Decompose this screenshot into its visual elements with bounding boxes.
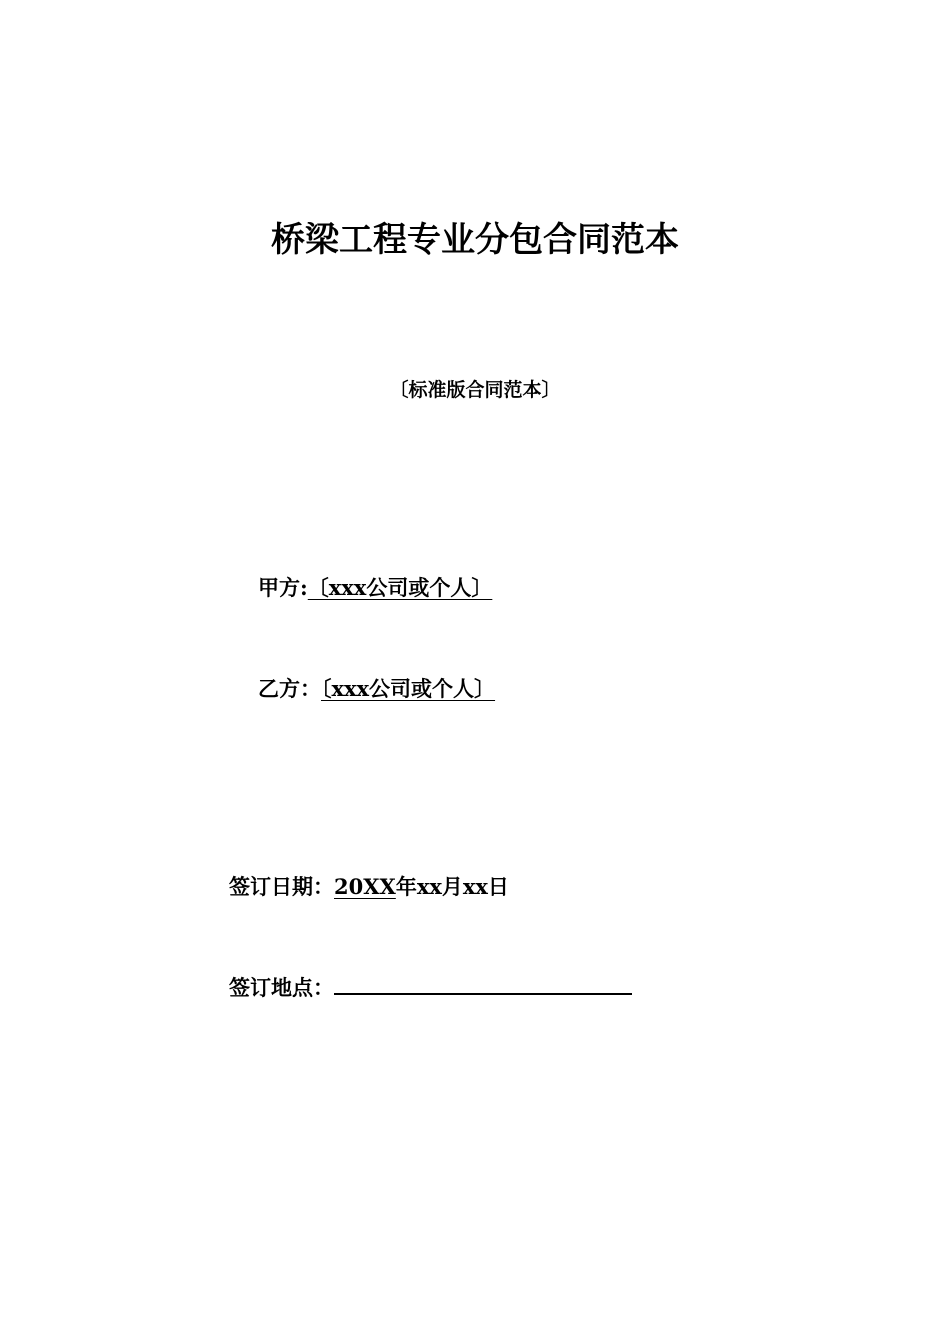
sign-date-row: [229, 872, 509, 902]
party-b-value: 〔xxx公司或个人〕: [321, 676, 496, 701]
party-b-label: 乙方：: [258, 676, 321, 701]
document-title: 桥梁工程专业分包合同范本: [271, 220, 679, 260]
sign-date-year: 20XX: [334, 874, 396, 899]
sign-place-label: 签订地点：: [229, 975, 334, 1000]
party-a-row: [258, 573, 492, 603]
document-subtitle: 〔标准版合同范本〕: [389, 379, 561, 401]
sign-date-month-suffix: 月: [441, 874, 463, 899]
sign-date-month: xx: [416, 874, 442, 899]
sign-date-day-suffix: 日: [487, 874, 509, 899]
party-b-row: [258, 674, 495, 704]
sign-place-blank-line: [334, 971, 632, 995]
sign-place-row: [229, 971, 632, 1003]
sign-date-day: xx: [462, 874, 488, 899]
sign-date-label: 签订日期：: [229, 874, 334, 899]
party-a-label: 甲方:: [258, 575, 308, 600]
sign-date-year-suffix: 年: [395, 874, 417, 899]
party-a-value: 〔xxx公司或个人〕: [307, 575, 493, 600]
